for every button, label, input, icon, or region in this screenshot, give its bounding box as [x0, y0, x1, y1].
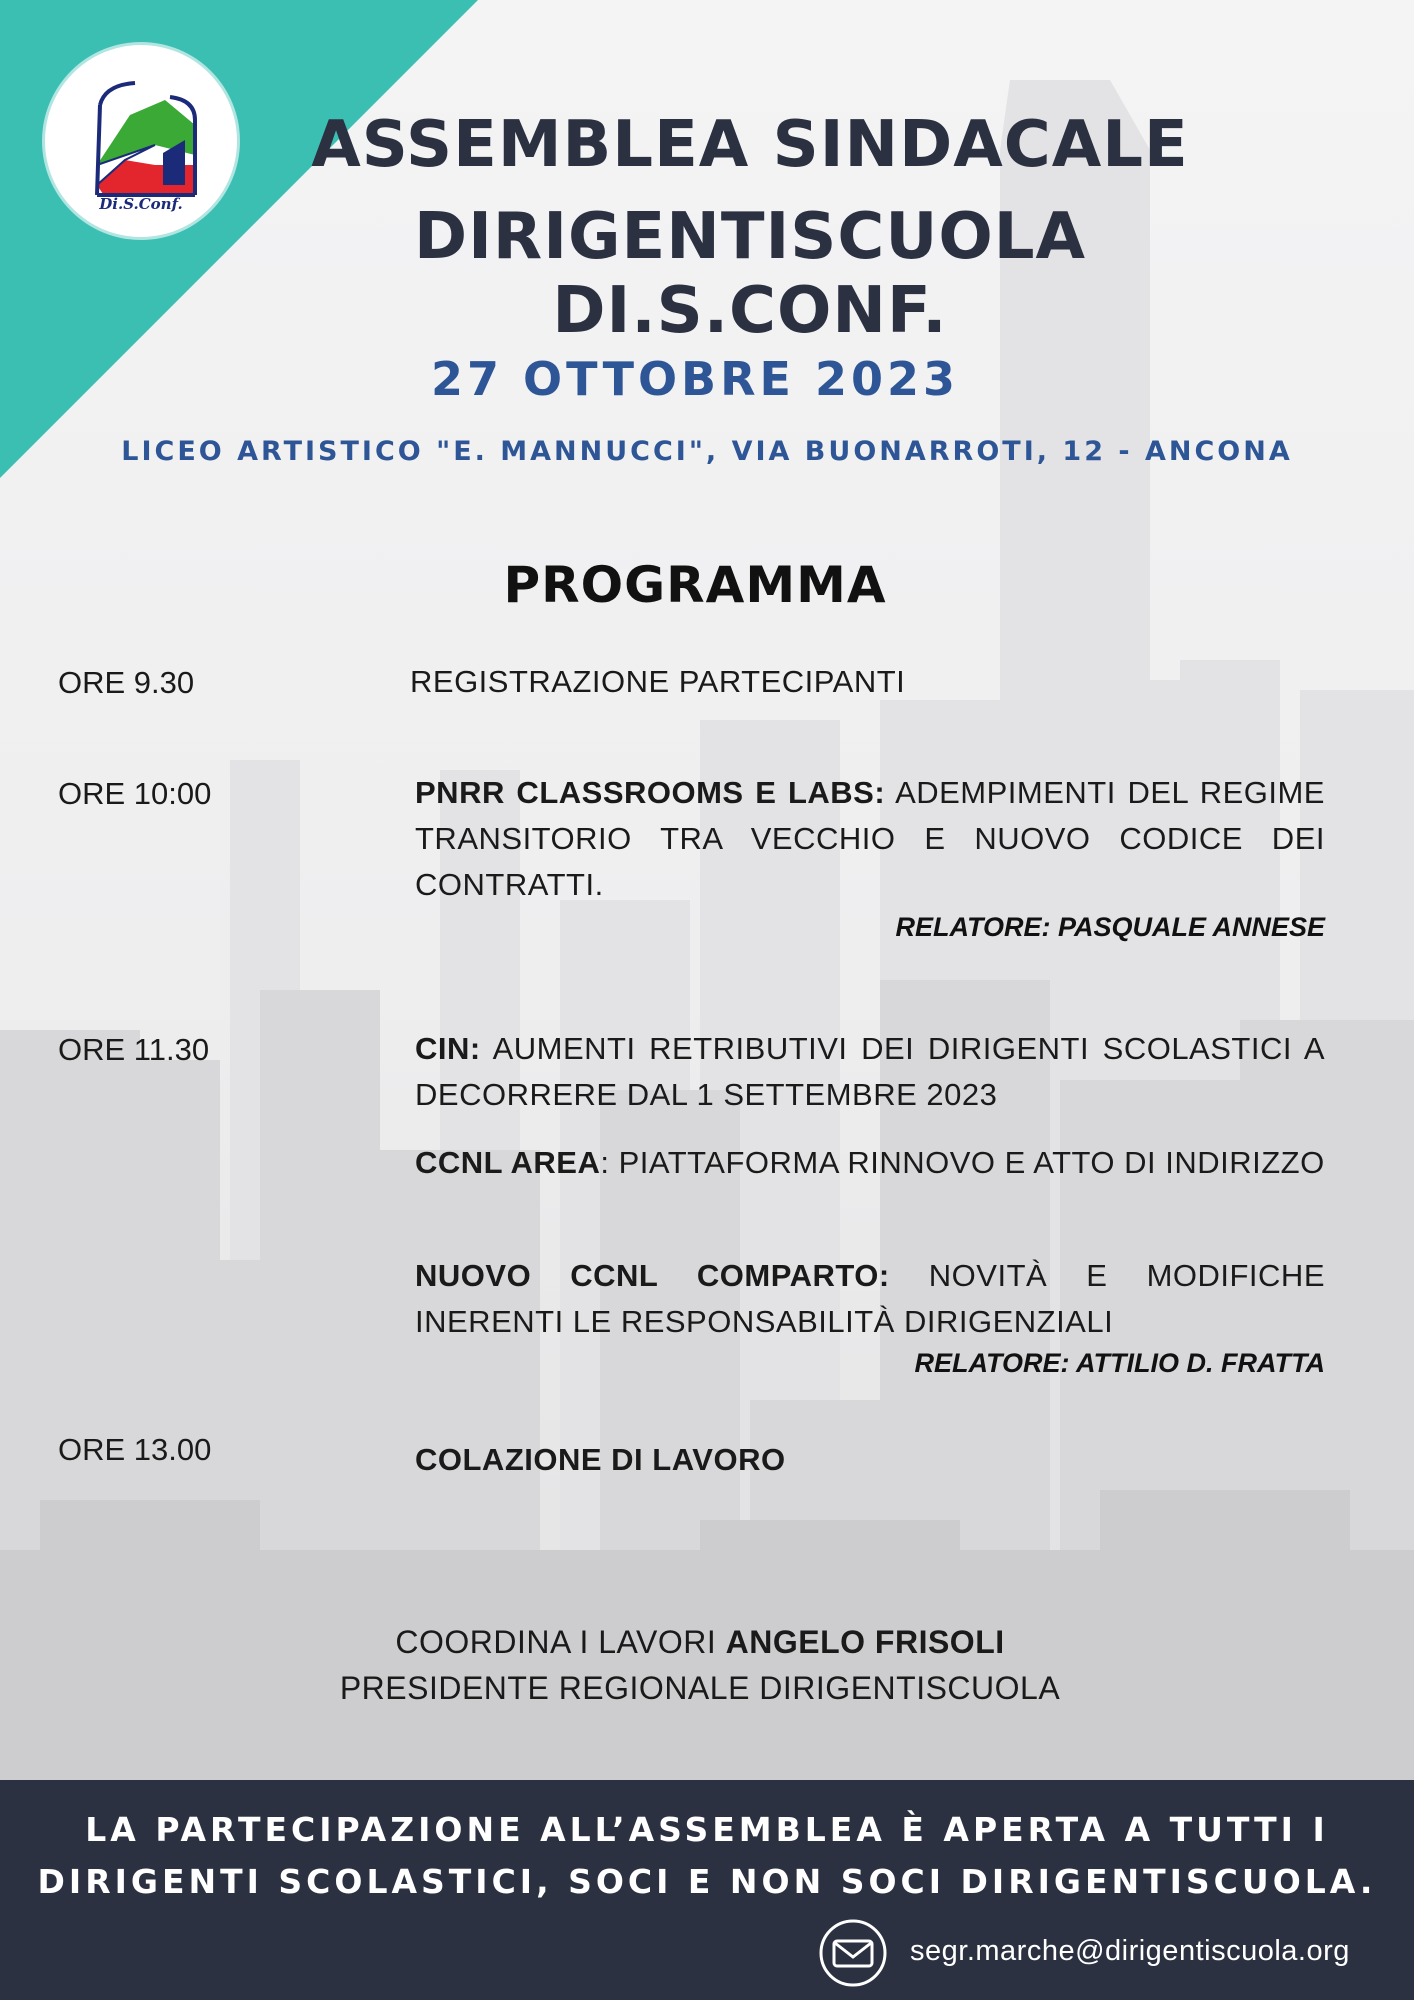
footer-notice-line-1: LA PARTECIPAZIONE ALL’ASSEMBLEA È APERTA A TUTTI I — [85, 1810, 1329, 1849]
slot-bold-label: PNRR CLASSROOMS E LABS: — [415, 775, 886, 810]
slot-text: : PIATTAFORMA RINNOVO E ATTO DI INDIRIZZO — [600, 1145, 1325, 1180]
contact-email-link[interactable]: segr.marche@dirigentiscuola.org — [910, 1935, 1350, 1967]
slot-text: NOVITÀ E MODIFICHE INERENTI LE RESPONSABILITÀ DIRIGENZIALI — [415, 1258, 1326, 1339]
slot-time: ORE 9.30 — [58, 665, 195, 700]
slot-description — [415, 1253, 1325, 1345]
slot-description — [415, 1026, 1325, 1118]
slot-time: ORE 11.30 — [58, 1032, 210, 1067]
event-date: 27 OTTOBRE 2023 — [431, 352, 959, 406]
slot-time: ORE 10:00 — [58, 776, 212, 811]
slot-speaker: RELATORE: ATTILIO D. FRATTA — [914, 1348, 1325, 1378]
coordinator-role: PRESIDENTE REGIONALE DIRIGENTISCUOLA — [339, 1670, 1061, 1706]
program-heading: PROGRAMMA — [503, 556, 887, 614]
slot-text: ADEMPIMENTI DEL REGIME TRANSITORIO TRA VECCHIO E NUOVO CODICE DEI CONTRATTI. — [415, 775, 1325, 902]
event-venue: LICEO ARTISTICO "E. MANNUCCI", VIA BUONARROTI, 12 - ANCONA — [121, 436, 1293, 467]
mail-icon — [818, 1918, 888, 1988]
title-line-2: DIRIGENTISCUOLA DI.S.CONF. — [413, 200, 1087, 348]
title-line-1: ASSEMBLEA SINDACALE — [311, 108, 1189, 182]
slot-bold-label: CIN: — [415, 1031, 481, 1066]
slot-text: AUMENTI RETRIBUTIVI DEI DIRIGENTI SCOLASTICI A DECORRERE DAL 1 SETTEMBRE 2023 — [415, 1031, 1325, 1112]
coordinator-name: ANGELO FRISOLI — [725, 1624, 1005, 1660]
coordinator-line — [200, 1624, 1200, 1661]
slot-description — [415, 770, 1325, 908]
disconf-logo — [45, 45, 237, 237]
coordinator-prefix: COORDINA I LAVORI — [395, 1624, 726, 1660]
footer-notice-line-2: DIRIGENTI SCOLASTICI, SOCI E NON SOCI DIRIGENTISCUOLA. — [37, 1862, 1377, 1901]
slot-bold-label: NUOVO CCNL COMPARTO: — [415, 1258, 890, 1293]
slot-description — [415, 1437, 1325, 1483]
slot-text: REGISTRAZIONE PARTECIPANTI — [410, 664, 906, 699]
slot-description — [415, 1140, 1325, 1186]
slot-bold-label: COLAZIONE DI LAVORO — [415, 1442, 786, 1477]
slot-bold-label: CCNL AREA — [415, 1145, 601, 1180]
slot-time: ORE 13.00 — [58, 1432, 212, 1467]
logo-caption: Di.S.Conf. — [99, 195, 183, 213]
slot-speaker: RELATORE: PASQUALE ANNESE — [895, 912, 1325, 942]
